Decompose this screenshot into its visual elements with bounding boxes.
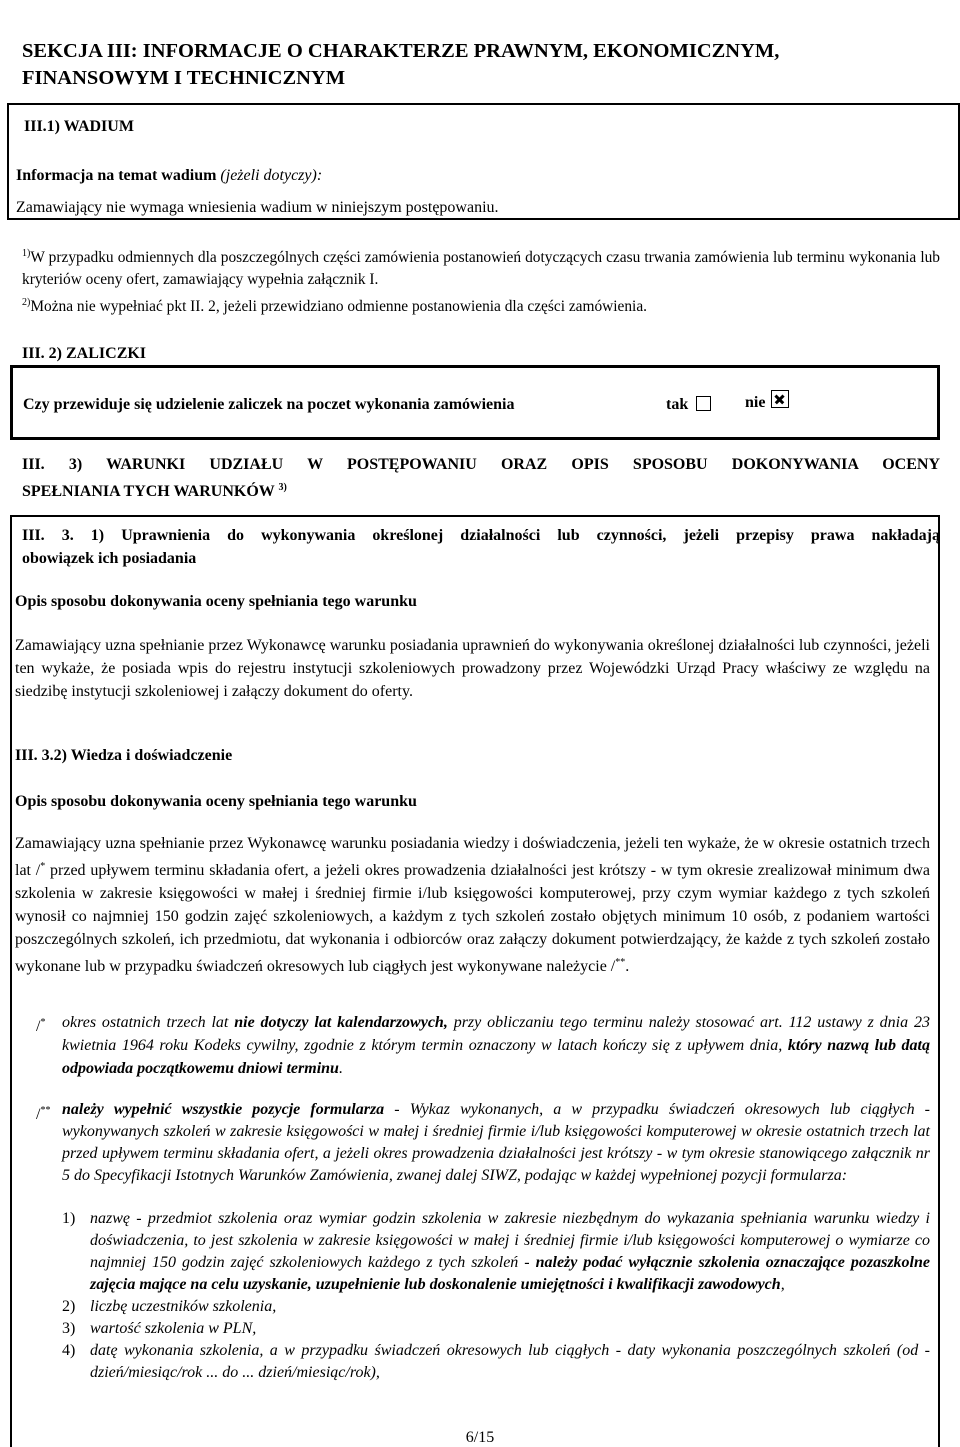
wadium-heading: III.1) WADIUM [24,118,134,135]
wiedza-opis-heading: Opis sposobu dokonywania oceny spełniania tego warunku [15,793,417,810]
footnote-2 [22,292,940,318]
note-1-mark [36,1011,45,1038]
footnote-1 [22,243,940,291]
wadium-info [16,164,322,187]
list-item-text: wartość szkolenia w PLN, [90,1320,257,1337]
list-item-text: datę wykonania szkolenia, a w przypadku świadczeń okresowych lub ciągłych - daty wykonania poszczególnych szkoleń (od - dzień/miesiąc/rok ... do ... dzień/miesiąc/rok), [90,1342,930,1381]
uprawnienia-opis-heading: Opis sposobu dokonywania oceny spełniania tego warunku [15,593,417,610]
zaliczki-no-label: nie [745,394,766,411]
uprawnienia-heading [22,524,940,570]
list-item [62,1318,930,1340]
warunki-heading-line2: SPEŁNIANIA TYCH WARUNKÓW [22,483,275,500]
zaliczki-yes-option[interactable] [666,393,711,416]
note-1-star: * [40,1017,46,1028]
wiedza-text-a: Zamawiający uzna spełnianie przez Wykonawcę warunku posiadania wiedzy i doświadczenia, jeżeli ten wykaże, że w okresie ostatnich trzech lat / [15,835,930,879]
requirements-list [62,1208,930,1384]
note-1-t5: . [338,1060,343,1077]
footnote-2-mark: 2) [22,297,31,308]
note-1-t4: który nazwą lub datą odpowiada początkowemu dniowi terminu [62,1037,931,1077]
wiedza-text-b: przed upływem terminu składania ofert, a jeżeli okres prowadzenia działalności jest krótszy - w tym okresie zrealizował minimum dwa szkolenia w zakresie księgowości w małej i średniej firmie i/lub księgowości komputerowej, przy czym wymiar każdego z tych szkoleń wynosił co najmniej 150 godzin zajęć szkoleniowych, a każdym z tych szkoleń zostało objętych minimum 10 osób, z podaniem wartości poszczególnych szkoleń, ich przedmiotu, dat wykonania i odbiorców oraz załączy dokument potwierdzający, że każde z tych szkoleń zostało wykonane lub w przypadku świadczeń okresowych lub ciągłych jest wykonywane należycie / [15,862,931,975]
warunki-heading [22,453,940,503]
note-1-t1: okres ostatnich trzech lat [62,1014,235,1031]
note-1-slash: / [36,1018,41,1035]
note-2-mark [36,1099,50,1126]
list-item [62,1340,930,1384]
note-2-t1: należy wypełnić wszystkie pozycje formularza [62,1101,385,1118]
zaliczki-yes-checkbox[interactable] [696,396,711,411]
note-2-t2: - Wykaz wykonanych, a w przypadku świadczeń okresowych lub ciągłych - wykonywanych szkoleń w zakresie księgowości w małej i średniej firmie i/lub księgowości komputerowej w okresie ostatnich trzech lat przed upływem terminu składania ofert, a jeżeli okres prowadzenia działalności jest krótszy - w tym okresie stanowiącego załącznik nr 5 do Specyfikacji Istotnych Warunków Zamówienia, zwanej dalej SIWZ, podając w każdej wypełnionej pozycji formularza: [62,1101,930,1184]
list-item-number: 3) [62,1320,76,1337]
list-item [62,1296,930,1318]
warunki-heading-line2-wrap [22,476,940,503]
wadium-statement: Zamawiający nie wymaga wniesienia wadium w niniejszym postępowaniu. [16,199,499,216]
note-1-t3: przy obliczaniu tego terminu należy stosować art. 112 ustawy z dnia 23 kwietnia 1964 roku Kodeks cywilny, zgodnie z którym termin oznaczony w latach kończy się z upływem dnia, [62,1014,931,1054]
zaliczki-box [10,365,940,440]
note-2-slash: / [36,1106,41,1123]
wiedza-mark-1: * [40,861,46,872]
footnote-2-text: Można nie wypełniać pkt II. 2, jeżeli przewidziano odmienne postanowienia dla części zamówienia. [30,298,648,315]
note-2-stars: ** [40,1105,51,1116]
note-1-t2: nie dotyczy lat kalendarzowych, [234,1014,448,1031]
list-item [62,1208,930,1296]
note-2-text [62,1099,930,1187]
wadium-info-note: (jeżeli dotyczy): [220,167,323,184]
footnote-1-text: W przypadku odmiennych dla poszczególnych części zamówienia postanowień dotyczących czasu trwania zamówienia lub terminu wykonania lub kryteriów oceny ofert, zamawiający wypełnia załącznik I. [22,249,940,288]
list-item-text-c: , [780,1276,785,1293]
wiedza-mark-2: ** [615,957,626,968]
warunki-heading-line1: III. 3) WARUNKI UDZIAŁU W POSTĘPOWANIU ORAZ OPIS SPOSOBU DOKONYWANIA OCENY [22,456,940,473]
list-item-text-a: nazwę - przedmiot szkolenia oraz wymiar godzin szkolenia w zakresie niezbędnym do wykazania spełniania warunku wiedzy i doświadczenia, to jest szkolenia w zakresie księgowości w małej i średniej firmie i/lub księgowości komputerowej o wymiarze co najmniej 150 godzin zajęć szkoleniowych każdego z tych szkoleń - [90,1210,930,1271]
zaliczki-heading: III. 2) ZALICZKI [22,345,147,362]
uprawnienia-text: Zamawiający uznа spełnianie przez Wykonawcę warunku posiadania uprawnień do wykonywania określonej działalności lub czynności, jeżeli ten wykaże, że posiada wpis do rejestru instytucji szkoleniowych prowadzony przez Wojewódzki Urząd Pracy właściwy ze względu na siedzibę instytucji szkoleniowej i załączy dokument do oferty. [15,637,930,700]
section-title-line2: FINANSOWYM I TECHNICZNYM [22,67,346,89]
footnote-1-mark: 1) [22,248,31,259]
wadium-info-label: Informacja na temat wadium [16,167,217,184]
wiedza-text-c: . [625,958,630,975]
list-item-number: 1) [62,1210,76,1227]
list-item-text [90,1208,930,1296]
list-item-number: 2) [62,1298,76,1315]
zaliczki-question: Czy przewiduje się udzielenie zaliczek na poczet wykonania zamówienia [23,396,515,413]
warunki-heading-mark: 3) [278,482,287,493]
zaliczki-yes-label: tak [666,396,689,413]
wadium-box [7,103,960,220]
wiedza-text [15,832,930,978]
list-item-number: 4) [62,1342,76,1359]
section-title [22,38,922,92]
section-title-line1: SEKCJA III: INFORMACJE O CHARAKTERZE PRAWNYM, EKONOMICZNYM, [22,40,780,62]
note-1-text [62,1011,930,1080]
list-item-text: liczbę uczestników szkolenia, [90,1298,277,1315]
uprawnienia-heading-line2: obowiązek ich posiadania [22,550,197,567]
wiedza-heading: III. 3.2) Wiedza i doświadczenie [15,747,233,764]
page-number: 6/15 [465,1429,495,1446]
zaliczki-no-option[interactable] [745,390,789,414]
zaliczki-no-checkbox-checked[interactable] [771,390,789,408]
uprawnienia-heading-line1: III. 3. 1) Uprawnienia do wykonywania określonej działalności lub czynności, jeżeli przepisy prawa nakładają [22,527,940,544]
list-item-text-b: należy podać wyłącznie szkolenia oznaczające pozaszkolne zajęcia mające na celu uzyskanie, uzupełnienie lub doskonalenie umiejętności i kwalifikacji zawodowych [90,1254,931,1293]
